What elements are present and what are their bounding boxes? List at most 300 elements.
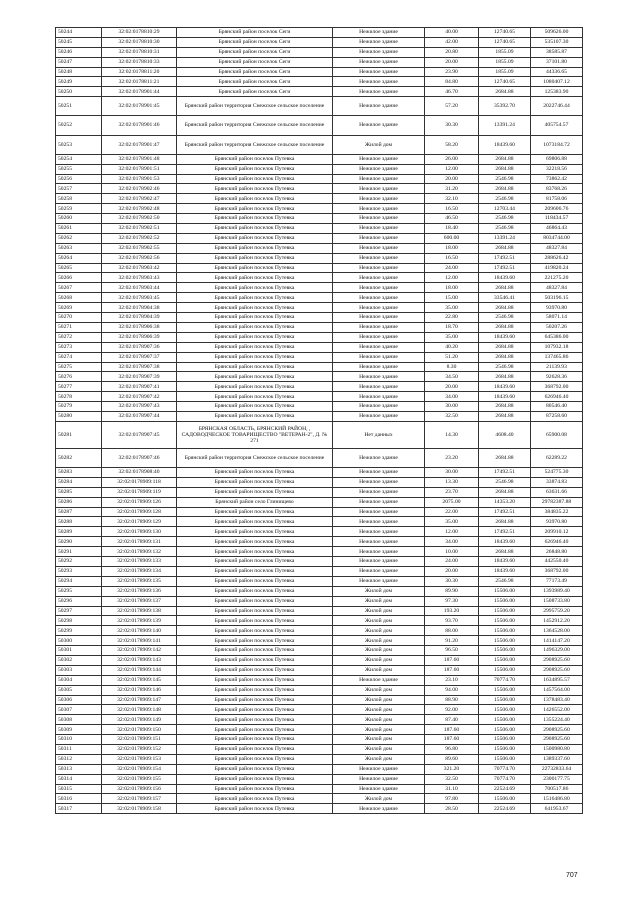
cell-row-number: 50316 xyxy=(56,794,102,804)
cell-area: 30.00 xyxy=(425,468,479,478)
table-row xyxy=(56,774,583,784)
table-row xyxy=(56,135,583,154)
cell-address: Брянский район поселок Путевка xyxy=(177,626,333,636)
cell-area: 23.20 xyxy=(425,448,479,467)
cell-row-number: 50291 xyxy=(56,547,102,557)
cell-address: Брянский район поселок Путевка xyxy=(177,586,333,596)
cell-cadastral-number: 32:02:0178902:50 xyxy=(102,214,177,224)
cell-area: 20.00 xyxy=(425,57,479,67)
cell-address: Брянский район поселок Сеги xyxy=(177,28,333,38)
cell-specific-value: 2684.88 xyxy=(479,184,531,194)
cell-row-number: 50261 xyxy=(56,224,102,234)
cell-specific-value: 15506.00 xyxy=(479,586,531,596)
table-row xyxy=(56,685,583,695)
cell-row-number: 50256 xyxy=(56,174,102,184)
cell-cadastral-number: 32:02:0178909:133 xyxy=(102,557,177,567)
cell-object-type: Нежилое здание xyxy=(333,507,425,517)
cell-object-type: Нежилое здание xyxy=(333,448,425,467)
cell-object-type: Нежилое здание xyxy=(333,382,425,392)
cell-cadastral-number: 32:02:0178909:148 xyxy=(102,705,177,715)
cell-cadastral-value: 535107.30 xyxy=(531,37,583,47)
cell-address: Брянский район поселок Сеги xyxy=(177,47,333,57)
cell-address: БРЯНСКАЯ ОБЛАСТЬ, БРЯНСКИЙ РАЙОН, , САДОВОДЧЕСКОЕ ТОВАРИЩЕСТВО "ВЕТЕРАН-2", Д. № 271 xyxy=(177,421,333,448)
cell-row-number: 50252 xyxy=(56,116,102,135)
cell-address: Брянский район поселок Путевка xyxy=(177,362,333,372)
table-row xyxy=(56,606,583,616)
cell-area: 57.20 xyxy=(425,97,479,116)
cell-cadastral-number: 32:02:0178904:39 xyxy=(102,313,177,323)
cell-cadastral-value: 209606.76 xyxy=(531,204,583,214)
table-row xyxy=(56,322,583,332)
cell-area: 20.00 xyxy=(425,382,479,392)
cell-object-type: Нежилое здание xyxy=(333,116,425,135)
cell-object-type: Нежилое здание xyxy=(333,804,425,814)
cell-cadastral-number: 32:02:0178907:37 xyxy=(102,352,177,362)
cell-cadastral-number: 32:02:0178909:138 xyxy=(102,606,177,616)
cell-row-number: 50307 xyxy=(56,705,102,715)
cell-address: Брянский район поселок Путевка xyxy=(177,596,333,606)
cell-row-number: 50277 xyxy=(56,382,102,392)
cell-area: 30.30 xyxy=(425,116,479,135)
cell-area: 321.20 xyxy=(425,764,479,774)
cell-address: Брянский район поселок Сеги xyxy=(177,37,333,47)
cell-area: 40.00 xyxy=(425,28,479,38)
cell-row-number: 50314 xyxy=(56,774,102,784)
cell-cadastral-number: 32:02:0178901:45 xyxy=(102,97,177,116)
cell-area: 10.00 xyxy=(425,547,479,557)
cell-area: 18.00 xyxy=(425,243,479,253)
cell-address: Брянский район поселок Путевка xyxy=(177,685,333,695)
cell-area: 34.00 xyxy=(425,537,479,547)
cell-address: Брянский район поселок Путевка xyxy=(177,293,333,303)
cell-specific-value: 17492.51 xyxy=(479,253,531,263)
table-row xyxy=(56,154,583,164)
cell-cadastral-value: 46864.43 xyxy=(531,224,583,234)
cell-row-number: 50245 xyxy=(56,37,102,47)
cell-specific-value: 2546.98 xyxy=(479,362,531,372)
cell-cadastral-value: 44336.65 xyxy=(531,67,583,77)
cell-cadastral-number: 32:02:0178901:48 xyxy=(102,154,177,164)
cell-cadastral-value: 125383.90 xyxy=(531,87,583,97)
cell-row-number: 50275 xyxy=(56,362,102,372)
cell-area: 12.00 xyxy=(425,273,479,283)
cell-cadastral-number: 32:02:0178903:44 xyxy=(102,283,177,293)
cell-cadastral-value: 1355224.40 xyxy=(531,715,583,725)
cell-cadastral-number: 32:02:0178909:149 xyxy=(102,715,177,725)
cell-address: Брянский район поселок Путевка xyxy=(177,557,333,567)
cell-cadastral-value: 93970.80 xyxy=(531,303,583,313)
cell-area: 88.00 xyxy=(425,626,479,636)
cell-row-number: 50264 xyxy=(56,253,102,263)
cell-address: Брянский район поселок Путевка xyxy=(177,332,333,342)
cell-specific-value: 2546.98 xyxy=(479,477,531,487)
cell-cadastral-number: 32:02:0178810:33 xyxy=(102,57,177,67)
cell-object-type: Нежилое здание xyxy=(333,214,425,224)
cell-cadastral-number: 32:02:0178902:56 xyxy=(102,253,177,263)
cell-cadastral-value: 33874.83 xyxy=(531,477,583,487)
cell-row-number: 50301 xyxy=(56,646,102,656)
cell-area: 84.80 xyxy=(425,77,479,87)
cell-object-type: Жилой дом xyxy=(333,135,425,154)
cell-cadastral-value: 58071.14 xyxy=(531,313,583,323)
cell-cadastral-number: 32:02:0178909:152 xyxy=(102,744,177,754)
cell-address: Брянский район поселок Путевка xyxy=(177,754,333,764)
cell-specific-value: 15506.00 xyxy=(479,685,531,695)
table-row xyxy=(56,784,583,794)
cell-cadastral-number: 32:02:0178909:154 xyxy=(102,764,177,774)
cell-row-number: 50255 xyxy=(56,164,102,174)
cell-address: Брянский район поселок Путевка xyxy=(177,164,333,174)
cell-specific-value: 17492.51 xyxy=(479,507,531,517)
cell-specific-value: 15506.00 xyxy=(479,794,531,804)
cell-address: Брянский район поселок Путевка xyxy=(177,352,333,362)
cell-object-type: Жилой дом xyxy=(333,596,425,606)
cell-object-type: Нежилое здание xyxy=(333,675,425,685)
cell-specific-value: 2684.88 xyxy=(479,448,531,467)
cell-area: 93.70 xyxy=(425,616,479,626)
cell-address: Брянский район поселок Путевка xyxy=(177,342,333,352)
table-row xyxy=(56,164,583,174)
cell-cadastral-number: 32:02:0178909:147 xyxy=(102,695,177,705)
cell-address: Брянский район территория Снежское сельское поселение xyxy=(177,448,333,467)
cell-cadastral-value: 700517.86 xyxy=(531,784,583,794)
cell-cadastral-number: 32:02:0178903:45 xyxy=(102,293,177,303)
cell-cadastral-number: 32:02:0178906:38 xyxy=(102,322,177,332)
cell-row-number: 50293 xyxy=(56,566,102,576)
cell-row-number: 50283 xyxy=(56,468,102,478)
cell-area: 2075.00 xyxy=(425,497,479,507)
cell-specific-value: 2546.98 xyxy=(479,224,531,234)
cell-address: Брянский район поселок Путевка xyxy=(177,784,333,794)
cell-cadastral-number: 32:02:0178909:139 xyxy=(102,616,177,626)
cell-area: 96.50 xyxy=(425,646,479,656)
cell-object-type: Нежилое здание xyxy=(333,313,425,323)
cell-specific-value: 2684.88 xyxy=(479,547,531,557)
table-row xyxy=(56,194,583,204)
cell-cadastral-number: 32:02:0178907:43 xyxy=(102,402,177,412)
cell-area: 97.30 xyxy=(425,596,479,606)
cell-cadastral-number: 32:02:0178909:151 xyxy=(102,735,177,745)
cell-specific-value: 12740.65 xyxy=(479,28,531,38)
cell-area: 24.00 xyxy=(425,263,479,273)
cell-address: Брянский район территория Снежское сельское поселение xyxy=(177,135,333,154)
table-row xyxy=(56,392,583,402)
cell-cadastral-number: 32:02:0178902:48 xyxy=(102,204,177,214)
cell-cadastral-number: 32:02:0178907:45 xyxy=(102,421,177,448)
cell-cadastral-number: 32:02:0178909:158 xyxy=(102,804,177,814)
cell-specific-value: 2546.98 xyxy=(479,194,531,204)
cell-area: 92.00 xyxy=(425,705,479,715)
table-row xyxy=(56,695,583,705)
cell-cadastral-value: 442550.40 xyxy=(531,557,583,567)
cell-cadastral-value: 1457564.00 xyxy=(531,685,583,695)
cell-address: Брянский район поселок Путевка xyxy=(177,695,333,705)
cell-address: Брянский район поселок Путевка xyxy=(177,547,333,557)
cell-object-type: Нежилое здание xyxy=(333,233,425,243)
cell-cadastral-number: 32:02:0178901:46 xyxy=(102,116,177,135)
cell-row-number: 50284 xyxy=(56,477,102,487)
cell-specific-value: 15506.00 xyxy=(479,626,531,636)
cell-object-type: Нежилое здание xyxy=(333,557,425,567)
cell-row-number: 50278 xyxy=(56,392,102,402)
cell-cadastral-number: 32:02:0178909:129 xyxy=(102,517,177,527)
cell-row-number: 50267 xyxy=(56,283,102,293)
cell-area: 46.70 xyxy=(425,87,479,97)
cell-row-number: 50287 xyxy=(56,507,102,517)
cell-address: Брянский район поселок Сеги xyxy=(177,57,333,67)
cell-specific-value: 15506.00 xyxy=(479,606,531,616)
cell-address: Брянский район поселок Путевка xyxy=(177,606,333,616)
table-row xyxy=(56,626,583,636)
table-row xyxy=(56,77,583,87)
cell-object-type: Нежилое здание xyxy=(333,372,425,382)
cell-specific-value: 18439.60 xyxy=(479,557,531,567)
cell-specific-value: 18439.60 xyxy=(479,273,531,283)
table-row xyxy=(56,557,583,567)
cell-cadastral-number: 32:02:0178909:146 xyxy=(102,685,177,695)
table-row xyxy=(56,507,583,517)
cell-object-type: Нежилое здание xyxy=(333,293,425,303)
cell-row-number: 50269 xyxy=(56,303,102,313)
cell-cadastral-value: 509626.00 xyxy=(531,28,583,38)
table-row xyxy=(56,402,583,412)
table-row xyxy=(56,214,583,224)
cell-cadastral-number: 32:02:0178909:156 xyxy=(102,784,177,794)
cell-area: 96.80 xyxy=(425,744,479,754)
cell-row-number: 50253 xyxy=(56,135,102,154)
table-row xyxy=(56,566,583,576)
cell-specific-value: 22524.69 xyxy=(479,784,531,794)
cell-object-type: Нежилое здание xyxy=(333,97,425,116)
cell-address: Брянский район поселок Путевка xyxy=(177,665,333,675)
cell-address: Брянский район поселок Путевка xyxy=(177,184,333,194)
table-row xyxy=(56,448,583,467)
table-row xyxy=(56,224,583,234)
cell-cadastral-value: 2908925.60 xyxy=(531,725,583,735)
cell-cadastral-value: 77173.49 xyxy=(531,576,583,586)
cell-object-type: Нежилое здание xyxy=(333,392,425,402)
table-row xyxy=(56,253,583,263)
cell-specific-value: 2546.98 xyxy=(479,174,531,184)
cell-address: Брянский район село Глинищево xyxy=(177,497,333,507)
cell-row-number: 50272 xyxy=(56,332,102,342)
cell-cadastral-number: 32:02:0178909:144 xyxy=(102,665,177,675)
cell-row-number: 50280 xyxy=(56,411,102,421)
cell-specific-value: 15506.00 xyxy=(479,695,531,705)
cell-specific-value: 15506.00 xyxy=(479,665,531,675)
cell-address: Брянский район поселок Путевка xyxy=(177,744,333,754)
table-row xyxy=(56,497,583,507)
cell-cadastral-number: 32:02:0178901:51 xyxy=(102,164,177,174)
cell-specific-value: 2684.88 xyxy=(479,372,531,382)
table-row xyxy=(56,116,583,135)
cell-object-type: Нежилое здание xyxy=(333,527,425,537)
cell-cadastral-value: 1364528.00 xyxy=(531,626,583,636)
cell-object-type: Жилой дом xyxy=(333,606,425,616)
cell-address: Брянский район поселок Путевка xyxy=(177,616,333,626)
cell-cadastral-value: 69806.88 xyxy=(531,154,583,164)
cell-object-type: Жилой дом xyxy=(333,715,425,725)
cell-address: Брянский район поселок Путевка xyxy=(177,636,333,646)
cell-area: 22.00 xyxy=(425,507,479,517)
cell-row-number: 50266 xyxy=(56,273,102,283)
cell-cadastral-value: 1393989.40 xyxy=(531,586,583,596)
table-row xyxy=(56,675,583,685)
cell-area: 97.80 xyxy=(425,794,479,804)
cell-area: 13.30 xyxy=(425,477,479,487)
cell-row-number: 50289 xyxy=(56,527,102,537)
cell-row-number: 50286 xyxy=(56,497,102,507)
cell-specific-value: 2684.88 xyxy=(479,243,531,253)
cell-row-number: 50288 xyxy=(56,517,102,527)
cell-area: 28.50 xyxy=(425,804,479,814)
table-row xyxy=(56,362,583,372)
cell-cadastral-value: 2300177.75 xyxy=(531,774,583,784)
cell-row-number: 50295 xyxy=(56,586,102,596)
cell-cadastral-number: 32:02:0178909:130 xyxy=(102,527,177,537)
cell-address: Брянский район поселок Путевка xyxy=(177,725,333,735)
cell-row-number: 50304 xyxy=(56,675,102,685)
cell-row-number: 50251 xyxy=(56,97,102,116)
cell-row-number: 50258 xyxy=(56,194,102,204)
cell-area: 16.50 xyxy=(425,204,479,214)
cell-object-type: Жилой дом xyxy=(333,794,425,804)
table-row xyxy=(56,655,583,665)
cell-area: 600.00 xyxy=(425,233,479,243)
table-row xyxy=(56,47,583,57)
cell-specific-value: 18439.60 xyxy=(479,135,531,154)
cell-object-type: Нежилое здание xyxy=(333,77,425,87)
cell-cadastral-value: 1414147.20 xyxy=(531,636,583,646)
cell-row-number: 50308 xyxy=(56,715,102,725)
table-row xyxy=(56,477,583,487)
cell-cadastral-number: 32:02:0178909:128 xyxy=(102,507,177,517)
table-row xyxy=(56,352,583,362)
cell-object-type: Нежилое здание xyxy=(333,487,425,497)
cell-specific-value: 15506.00 xyxy=(479,754,531,764)
table-row xyxy=(56,263,583,273)
table-row xyxy=(56,342,583,352)
cell-cadastral-number: 32:02:0178909:131 xyxy=(102,537,177,547)
cell-specific-value: 70774.70 xyxy=(479,675,531,685)
cell-object-type: Жилой дом xyxy=(333,754,425,764)
cell-row-number: 50305 xyxy=(56,685,102,695)
cell-address: Брянский район поселок Путевка xyxy=(177,527,333,537)
cell-area: 32.50 xyxy=(425,774,479,784)
table-row xyxy=(56,804,583,814)
cell-row-number: 50306 xyxy=(56,695,102,705)
cell-object-type: Нежилое здание xyxy=(333,263,425,273)
cell-area: 18.70 xyxy=(425,322,479,332)
table-row xyxy=(56,794,583,804)
cell-object-type: Нежилое здание xyxy=(333,402,425,412)
cell-cadastral-value: 1508733.80 xyxy=(531,596,583,606)
cell-cadastral-value: 419820.24 xyxy=(531,263,583,273)
cell-object-type: Нежилое здание xyxy=(333,764,425,774)
table-row xyxy=(56,715,583,725)
cell-address: Брянский район поселок Путевка xyxy=(177,646,333,656)
cell-address: Брянский район поселок Путевка xyxy=(177,507,333,517)
cell-object-type: Жилой дом xyxy=(333,655,425,665)
cell-cadastral-number: 32:02:0178907:42 xyxy=(102,392,177,402)
table-row xyxy=(56,537,583,547)
cell-cadastral-value: 524775.30 xyxy=(531,468,583,478)
cell-row-number: 50270 xyxy=(56,313,102,323)
cell-cadastral-number: 32:02:0178901:47 xyxy=(102,135,177,154)
cell-cadastral-value: 645386.00 xyxy=(531,332,583,342)
cell-cadastral-value: 65900.08 xyxy=(531,421,583,448)
cell-row-number: 50260 xyxy=(56,214,102,224)
cell-specific-value: 15506.00 xyxy=(479,715,531,725)
cell-specific-value: 2684.88 xyxy=(479,352,531,362)
cell-address: Брянский район поселок Сеги xyxy=(177,87,333,97)
cell-specific-value: 70774.70 xyxy=(479,774,531,784)
cell-specific-value: 15506.00 xyxy=(479,646,531,656)
cell-object-type: Нежилое здание xyxy=(333,576,425,586)
cell-cadastral-number: 32:02:0178902:52 xyxy=(102,233,177,243)
cell-area: 30.00 xyxy=(425,402,479,412)
cell-cadastral-value: 209910.12 xyxy=(531,527,583,537)
cell-specific-value: 2546.98 xyxy=(479,576,531,586)
cell-object-type: Нежилое здание xyxy=(333,57,425,67)
cell-area: 34.00 xyxy=(425,392,479,402)
cell-address: Брянский район поселок Путевка xyxy=(177,517,333,527)
cell-object-type: Нежилое здание xyxy=(333,154,425,164)
cell-cadastral-value: 288626.42 xyxy=(531,253,583,263)
cell-area: 23.90 xyxy=(425,67,479,77)
cell-object-type: Нежилое здание xyxy=(333,243,425,253)
cell-specific-value: 18439.60 xyxy=(479,537,531,547)
cell-address: Брянский район поселок Путевка xyxy=(177,372,333,382)
cell-cadastral-value: 368792.00 xyxy=(531,382,583,392)
cell-specific-value: 2684.88 xyxy=(479,303,531,313)
cell-row-number: 50296 xyxy=(56,596,102,606)
cell-row-number: 50248 xyxy=(56,67,102,77)
table-row xyxy=(56,233,583,243)
cell-address: Брянский район поселок Путевка xyxy=(177,154,333,164)
table-row xyxy=(56,303,583,313)
cell-address: Брянский район поселок Сеги xyxy=(177,77,333,87)
cell-cadastral-number: 32:02:0178810:31 xyxy=(102,47,177,57)
cell-object-type: Нежилое здание xyxy=(333,303,425,313)
cell-specific-value: 12703.44 xyxy=(479,204,531,214)
cell-specific-value: 2684.88 xyxy=(479,402,531,412)
cell-cadastral-value: 405754.57 xyxy=(531,116,583,135)
cell-cadastral-number: 32:02:0178902:47 xyxy=(102,194,177,204)
cell-object-type: Нежилое здание xyxy=(333,547,425,557)
cell-row-number: 50294 xyxy=(56,576,102,586)
cell-address: Брянский район поселок Путевка xyxy=(177,243,333,253)
table-row xyxy=(56,382,583,392)
cell-cadastral-value: 2908925.60 xyxy=(531,655,583,665)
cell-object-type: Нежилое здание xyxy=(333,342,425,352)
cell-address: Брянский район поселок Путевка xyxy=(177,382,333,392)
cell-address: Брянский район поселок Путевка xyxy=(177,411,333,421)
cell-specific-value: 2684.88 xyxy=(479,411,531,421)
cell-area: 91.20 xyxy=(425,636,479,646)
table-row xyxy=(56,517,583,527)
table-row xyxy=(56,744,583,754)
cell-row-number: 50310 xyxy=(56,735,102,745)
cell-area: 16.50 xyxy=(425,253,479,263)
cell-row-number: 50313 xyxy=(56,764,102,774)
cell-area: 42.00 xyxy=(425,37,479,47)
cell-cadastral-number: 32:02:0178903:43 xyxy=(102,273,177,283)
table-row xyxy=(56,411,583,421)
table-row xyxy=(56,616,583,626)
cell-address: Брянский район поселок Путевка xyxy=(177,214,333,224)
cell-cadastral-number: 32:02:0178811:21 xyxy=(102,77,177,87)
